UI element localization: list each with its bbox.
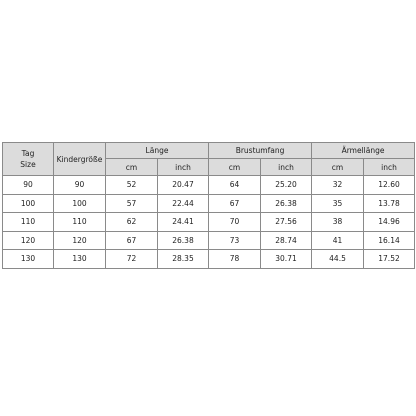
brust-inch-header: inch bbox=[261, 159, 312, 176]
table-header bbox=[3, 143, 415, 176]
aermel-inch-header: inch bbox=[364, 159, 415, 176]
laenge-cm-header: cm bbox=[106, 159, 158, 176]
table-row bbox=[3, 250, 415, 269]
laenge-inch-header: inch bbox=[158, 159, 209, 176]
brustumfang-header: Brustumfang bbox=[209, 143, 312, 159]
cell-laenge-cm: 57 bbox=[106, 194, 158, 213]
tag-size-header-line2: Size bbox=[20, 160, 36, 169]
cell-laenge-inch: 24.41 bbox=[158, 213, 209, 232]
cell-tag-size: 110 bbox=[3, 213, 54, 232]
aermel-cm-header: cm bbox=[312, 159, 364, 176]
cell-brust-cm: 78 bbox=[209, 250, 261, 269]
cell-aermel-inch: 17.52 bbox=[364, 250, 415, 269]
cell-tag-size: 90 bbox=[3, 176, 54, 195]
cell-kindergroesse: 90 bbox=[54, 176, 106, 195]
header-row-top bbox=[3, 143, 415, 159]
table-row bbox=[3, 213, 415, 232]
cell-brust-inch: 26.38 bbox=[261, 194, 312, 213]
size-chart-table bbox=[2, 142, 415, 269]
cell-kindergroesse: 100 bbox=[54, 194, 106, 213]
cell-brust-cm: 64 bbox=[209, 176, 261, 195]
cell-laenge-inch: 20.47 bbox=[158, 176, 209, 195]
cell-aermel-cm: 38 bbox=[312, 213, 364, 232]
cell-brust-inch: 27.56 bbox=[261, 213, 312, 232]
cell-aermel-inch: 16.14 bbox=[364, 231, 415, 250]
table-row bbox=[3, 176, 415, 195]
cell-brust-cm: 73 bbox=[209, 231, 261, 250]
cell-kindergroesse: 110 bbox=[54, 213, 106, 232]
cell-brust-cm: 67 bbox=[209, 194, 261, 213]
cell-aermel-inch: 12.60 bbox=[364, 176, 415, 195]
tag-size-header-line1: Tag bbox=[21, 149, 35, 158]
cell-laenge-cm: 62 bbox=[106, 213, 158, 232]
cell-laenge-inch: 22.44 bbox=[158, 194, 209, 213]
table-body bbox=[3, 176, 415, 269]
cell-aermel-cm: 44.5 bbox=[312, 250, 364, 269]
aermellaenge-header: Ärmellänge bbox=[312, 143, 415, 159]
tag-size-header bbox=[3, 143, 54, 176]
laenge-header: Länge bbox=[106, 143, 209, 159]
cell-aermel-inch: 14.96 bbox=[364, 213, 415, 232]
brust-cm-header: cm bbox=[209, 159, 261, 176]
cell-laenge-inch: 26.38 bbox=[158, 231, 209, 250]
cell-aermel-cm: 41 bbox=[312, 231, 364, 250]
cell-kindergroesse: 120 bbox=[54, 231, 106, 250]
cell-brust-inch: 28.74 bbox=[261, 231, 312, 250]
cell-brust-inch: 30.71 bbox=[261, 250, 312, 269]
cell-kindergroesse: 130 bbox=[54, 250, 106, 269]
cell-laenge-cm: 67 bbox=[106, 231, 158, 250]
cell-brust-cm: 70 bbox=[209, 213, 261, 232]
cell-laenge-inch: 28.35 bbox=[158, 250, 209, 269]
cell-aermel-cm: 32 bbox=[312, 176, 364, 195]
cell-tag-size: 120 bbox=[3, 231, 54, 250]
cell-laenge-cm: 52 bbox=[106, 176, 158, 195]
cell-brust-inch: 25.20 bbox=[261, 176, 312, 195]
cell-laenge-cm: 72 bbox=[106, 250, 158, 269]
cell-tag-size: 130 bbox=[3, 250, 54, 269]
cell-tag-size: 100 bbox=[3, 194, 54, 213]
kindergroesse-header: Kindergröße bbox=[54, 143, 106, 176]
table-row bbox=[3, 231, 415, 250]
cell-aermel-inch: 13.78 bbox=[364, 194, 415, 213]
table-row bbox=[3, 194, 415, 213]
cell-aermel-cm: 35 bbox=[312, 194, 364, 213]
